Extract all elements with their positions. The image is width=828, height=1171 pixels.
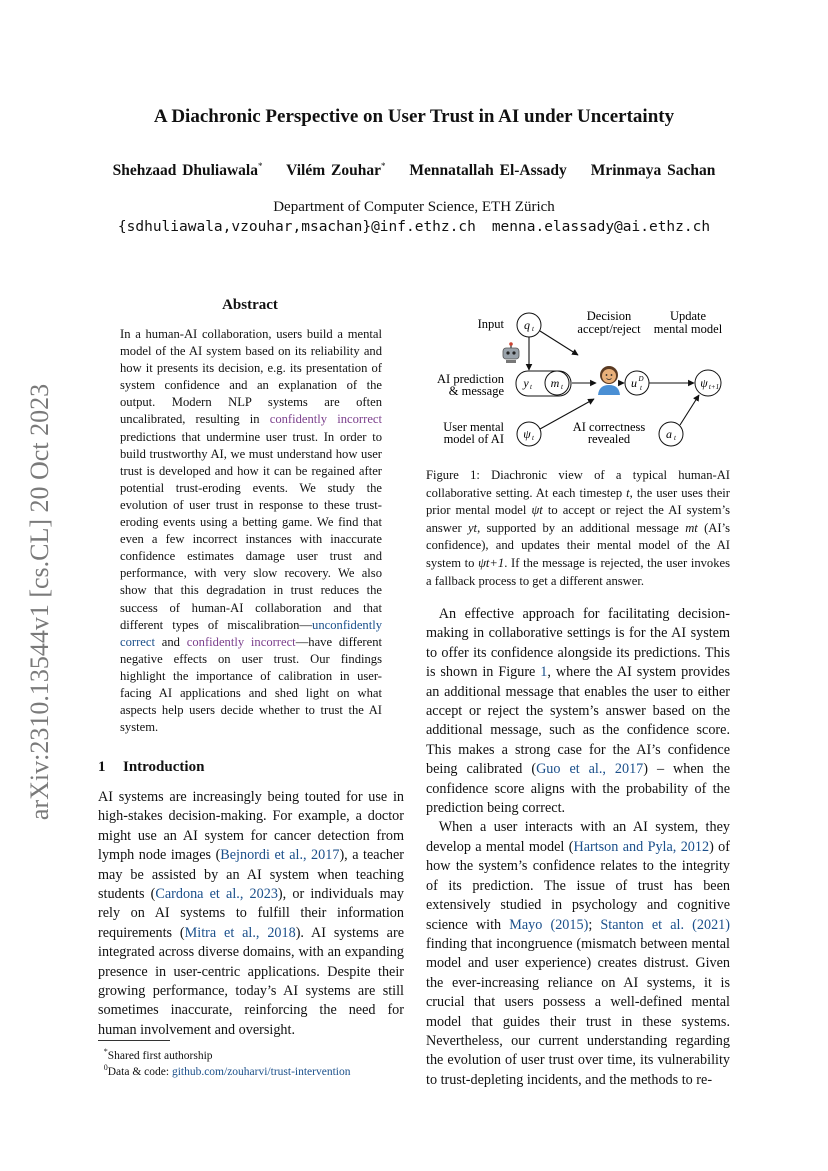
label-prediction: & message <box>448 384 504 398</box>
arrow <box>540 331 578 355</box>
abstract-text: In a human-AI collaboration, users build a mental model of the AI system based on its reliability and how it presents its decision, e.g. its presentation of system confidence and an explanation of the output. Modern NLP systems are often uncalibrated, resulting in confidently incorrect predictions that undermine user trust. In order to build trustworthy AI, we must understand how user trust is developed and how it can be regained after potential trust-eroding events. We study the evolution of user trust in response to these trust-eroding events using a betting game. We find that even a few incorrect instances with inaccurate confidence estimates damage user trust and performance, with very slow recovery. We also show that this degradation in trust reduces the success of human-AI collaboration and that different types of miscalibration—unconfidently correct and confidently incorrect—have different negative effects on user trust. Our findings highlight the importance of calibration in user-facing AI applications and shed light on what aspects help users decide whether to trust the AI system. <box>120 327 382 735</box>
citation-link[interactable]: Bejnordi et al., 2017 <box>220 847 340 864</box>
svg-text:D: D <box>638 375 644 383</box>
node-u <box>625 371 649 395</box>
person-icon <box>598 366 620 395</box>
svg-text:a: a <box>666 427 672 441</box>
section-heading: 1 Introduction <box>98 759 205 775</box>
email[interactable]: {sdhuliawala,vzouhar,msachan}@inf.ethz.ch <box>117 219 476 235</box>
author-mark: * <box>380 161 386 171</box>
citation-link[interactable]: Cardona et al., 2023 <box>155 886 278 903</box>
abstract-term: unconfidently correct <box>120 617 382 649</box>
svg-text:t: t <box>532 325 534 333</box>
node-psi <box>517 422 541 446</box>
author-name: Vilém Zouhar <box>286 162 381 180</box>
label-input: Input <box>477 317 504 331</box>
svg-text:ψ: ψ <box>523 427 531 441</box>
author-name: Mennatallah El-Assady <box>409 162 567 180</box>
abstract-term: confidently incorrect <box>269 412 382 427</box>
label-decision: Decision <box>586 309 632 323</box>
robot-icon <box>503 342 519 363</box>
body-text <box>426 605 730 1090</box>
label-correctness: revealed <box>587 432 631 446</box>
label-update: Update <box>669 309 707 323</box>
affiliation: Department of Computer Science, ETH Zürich <box>273 199 555 215</box>
footnote: *Shared first authorship <box>103 1047 213 1062</box>
intro-text: AI systems are increasingly being touted for use in high-stakes decision-making. For example, a doctor might use an AI system for cancer detection from lymph node images (Bejnordi et al., 2017), a teacher may be assisted by an AI system when teaching students (Cardona et al., 2023), or individuals may rely on AI systems to fulfill their information requirements (Mitra et al., 2018). AI systems are integrated across diverse domains, with an expanding presence in user-centric applications. Despite their growing performance, today’s AI systems are still sometimes inaccurate, reinforcing the need for human involvement and oversight. <box>98 789 404 1038</box>
author-list <box>0 161 828 180</box>
paper-title: A Diachronic Perspective on User Trust in AI under Uncertainty <box>153 106 675 127</box>
svg-text:u: u <box>631 376 637 390</box>
author-name: Shehzaad Dhuliawala <box>112 162 258 180</box>
svg-text:t: t <box>640 384 642 392</box>
label-decision: accept/reject <box>577 322 641 336</box>
svg-text:t: t <box>532 434 534 442</box>
figure-ref-link[interactable]: 1 <box>540 664 548 681</box>
node-psi-next <box>695 370 721 396</box>
arxiv-id[interactable]: arXiv:2310.13544v1 [cs.CL] 20 Oct 2023 <box>25 383 54 821</box>
svg-text:y: y <box>523 376 529 390</box>
footnote: $^0$Data & code: github.com/zouharvi/trust-intervention <box>103 1063 351 1078</box>
emails <box>0 219 828 235</box>
citation-link[interactable]: Mayo (2015) <box>509 916 589 933</box>
email[interactable]: menna.elassady@ai.ethz.ch <box>491 219 711 235</box>
paragraph: When a user interacts with an AI system, they develop a mental model (Hartson and Pyla, 2012) of how the system’s confidence relates to the integrity of its prediction. The issue of trust has been extensively studied in psychology and cognitive science with Mayo (2015); Stanton et al. (2021) finding that incongruence (mismatch between mental model and user experience) creates distrust. Given the ever-increasing reliance on AI systems, it is crucial that users possess a well-defined mental model that guides their trust in these systems. Nevertheless, our current understanding regarding the evolution of user trust over time, its vulnerability to trust-depleting incidents, and the methods to re- <box>426 819 730 1088</box>
node-q <box>517 313 541 337</box>
node-m <box>545 371 569 395</box>
figure-caption: Figure 1: Diachronic view of a typical human-AI collaborative setting. At each timestep t, the user uses their prior mental model ψt to accept or reject the AI system’s answer yt, supported by an additional message mt (AI’s confidence), and updates their mental model of the AI system to ψt+1. If the message is rejected, the user invokes a fallback process to get a different answer. <box>426 468 730 588</box>
paragraph: An effective approach for facilitating decision-making in collaborative settings is for the AI system to offer its confidence alongside its predictions. This is shown in Figure 1, where the AI system provides an additional message that enables the user to either accept or reject the system’s answer based on the additional message, such as the confidence score. This makes a strong case for the AI’s confidence being calibrated (Guo et al., 2017) – when the confidence score aligns with the probability of the prediction being correct. <box>426 606 731 817</box>
abstract-heading: Abstract <box>222 297 278 313</box>
citation-link[interactable]: Hartson and Pyla, 2012 <box>573 838 710 855</box>
footnote-link[interactable]: github.com/zouharvi/trust-intervention <box>171 1065 351 1078</box>
arrow <box>680 395 699 425</box>
citation-link[interactable]: Guo et al., 2017 <box>536 761 644 778</box>
author-mark: * <box>258 161 263 171</box>
abstract-term: confidently incorrect <box>186 634 296 649</box>
svg-text:ψ: ψ <box>700 376 708 390</box>
label-user-model: model of AI <box>443 432 504 446</box>
svg-text:t: t <box>674 434 676 442</box>
svg-text:t: t <box>530 383 532 391</box>
svg-text:t: t <box>561 383 563 391</box>
citation-link[interactable]: Mitra et al., 2018 <box>184 924 296 941</box>
label-prediction: AI prediction <box>437 372 504 386</box>
svg-text:t+1: t+1 <box>708 383 720 391</box>
footnote-rule <box>98 1040 170 1041</box>
figure-diagram <box>426 303 738 458</box>
arxiv-sidebar <box>20 362 60 842</box>
author-name: Mrinmaya Sachan <box>590 162 716 180</box>
node-a <box>659 422 683 446</box>
svg-text:q: q <box>524 318 530 332</box>
label-update: mental model <box>653 322 723 336</box>
label-user-model: User mental <box>443 420 504 434</box>
label-correctness: AI correctness <box>572 420 646 434</box>
svg-text:m: m <box>550 376 560 390</box>
citation-link[interactable]: Stanton et al. (2021) <box>600 916 730 933</box>
